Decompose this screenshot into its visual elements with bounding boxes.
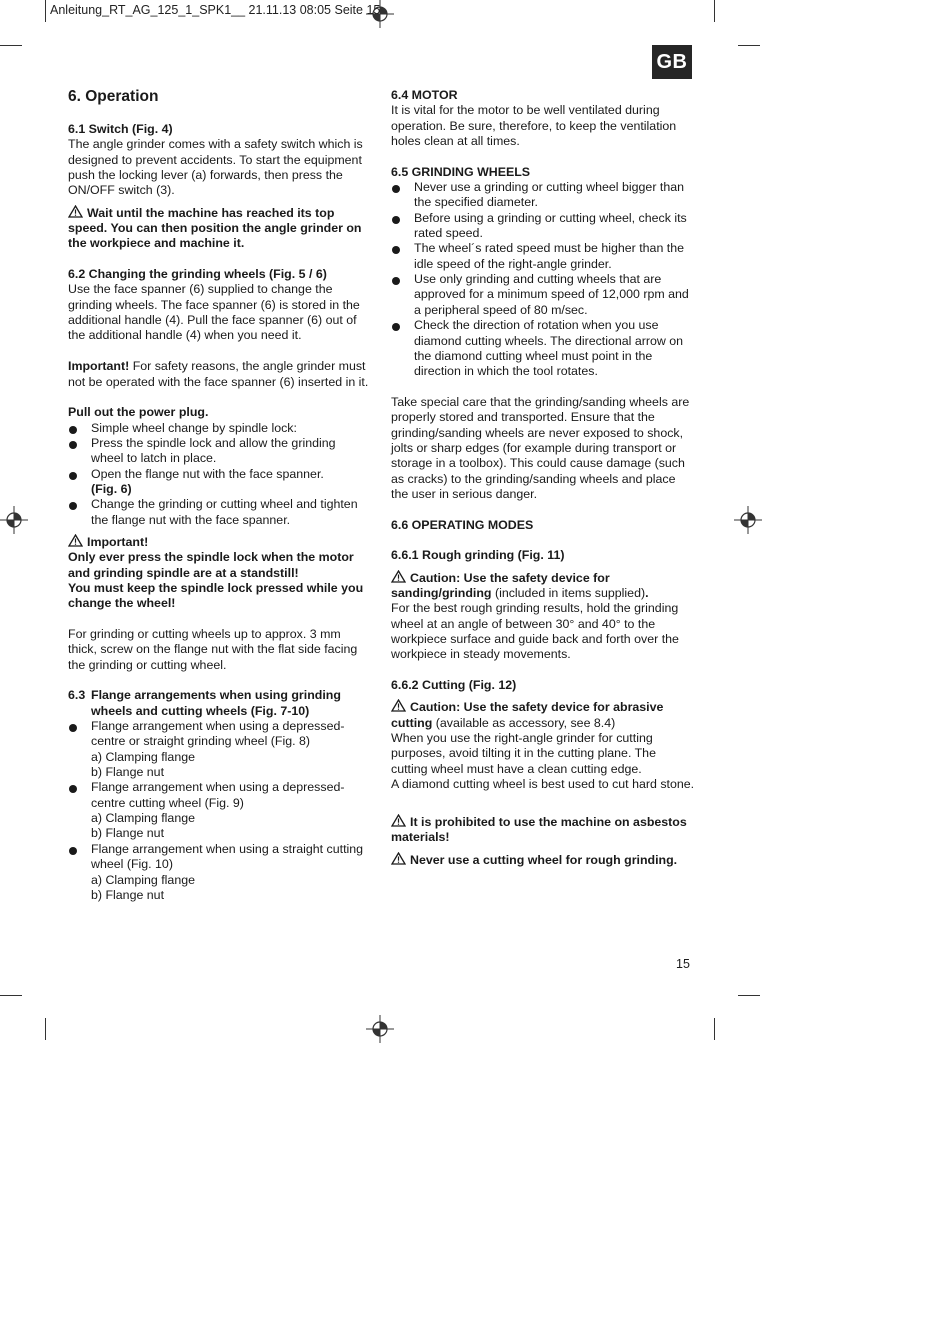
warning-important: [68, 534, 370, 550]
language-badge: GB: [652, 45, 692, 79]
heading-6-6-1: 6.6.1 Rough grinding (Fig. 11): [391, 548, 565, 563]
sub-item: a) Clamping flange: [91, 811, 196, 826]
sub-item: a) Clamping flange: [91, 749, 196, 764]
caution-note: (available as accessory, see 8.4): [432, 715, 616, 730]
list-item: Before using a grinding or cutting wheel, check its rated speed.: [391, 211, 695, 242]
list-item: [68, 467, 370, 498]
paragraph-motor: It is vital for the motor to be well ventilated during operation. Be sure, therefore, to keep the ventilation holes clean at all times.: [391, 103, 677, 149]
pull-plug-note: Pull out the power plug.: [68, 405, 209, 420]
caution-end: .: [645, 586, 649, 600]
paragraph-diamond-wheel: A diamond cutting wheel is best used to cut hard stone.: [391, 777, 695, 792]
wheel-change-list: [68, 421, 370, 528]
list-item-text: Open the flange nut with the face spanner.: [91, 466, 324, 481]
heading-6-6: 6.6 OPERATING MODES: [391, 517, 534, 532]
caution-note: (included in items supplied): [491, 586, 646, 600]
warning-triangle-icon: [391, 852, 406, 865]
caution-bold-text: Caution: Use the safety device for abrasive cutting: [391, 700, 664, 730]
heading-6-3: [68, 688, 370, 719]
crop-mark: [738, 45, 760, 46]
heading-6-4: 6.4 MOTOR: [391, 88, 458, 102]
left-column: [68, 88, 370, 903]
list-item: Use only grinding and cutting wheels that are approved for a minimum speed of 12,000 rpm and a peripheral speed of 80 m/sec.: [391, 272, 695, 318]
warning-text: Wait until the machine has reached its top speed. You can then position the angle grinder on the workpiece and machine it.: [68, 205, 362, 251]
paragraph-storage-care: Take special care that the grinding/sanding wheels are properly stored and transported. Ensure that the grinding/sanding wheels are never exposed to shock, jolts or sharp edges (for example during transport or storage in a toolbox). This could cause damage (such as cracks) to the grinding/sanding wheels and place the user in serious danger.: [391, 394, 690, 501]
heading-6-1: 6.1 Switch (Fig. 4): [68, 122, 173, 136]
crop-mark: [714, 1018, 715, 1040]
section-title: 6. Operation: [68, 88, 159, 105]
warning-triangle-icon: [391, 570, 406, 583]
list-item: Press the spindle lock and allow the grinding wheel to latch in place.: [68, 436, 370, 467]
paragraph-face-spanner: Use the face spanner (6) supplied to change the grinding wheels. The face spanner (6) is stored in the additional handle (4). Pull the face spanner (6) out of the additional handle (4) when you need it.: [68, 282, 360, 343]
paragraph-rough-grinding: For the best rough grinding results, hold the grinding wheel at an angle of between 30° and 40° to the workpiece surface and guide back and forth over the workpiece in steady movements.: [391, 601, 679, 662]
grinding-wheels-list: [391, 180, 695, 379]
crop-mark: [45, 0, 46, 22]
list-item: Change the grinding or cutting wheel and tighten the flange nut with the face spanner.: [68, 497, 370, 528]
list-item: The wheel´s rated speed must be higher than the idle speed of the right-angle grinder.: [391, 241, 695, 272]
list-item: [68, 842, 370, 903]
list-item: [68, 780, 370, 841]
sub-item: b) Flange nut: [91, 826, 165, 841]
crop-mark: [45, 1018, 46, 1040]
crop-mark: [0, 45, 22, 46]
list-item: Simple wheel change by spindle lock:: [68, 421, 370, 436]
warning-text: Never use a cutting wheel for rough grinding.: [410, 852, 678, 867]
sub-item: b) Flange nut: [91, 887, 165, 902]
caution-bold-text: Caution: Use the safety device for sanding/grinding: [391, 570, 610, 600]
registration-mark-icon: [734, 506, 762, 534]
warning-no-rough-cutting: [391, 852, 695, 868]
fig-reference: (Fig. 6): [91, 481, 132, 496]
heading-text: Flange arrangements when using grinding wheels and cutting wheels (Fig. 7-10): [91, 688, 341, 718]
list-item: [68, 719, 370, 780]
important-text: For safety reasons, the angle grinder must not be operated with the face spanner (6) inserted in it.: [68, 359, 369, 389]
warning-label: Important!: [87, 534, 149, 549]
warning-asbestos: [391, 814, 695, 846]
flange-arrangement-list: [68, 719, 370, 903]
right-column: [391, 88, 695, 868]
warning-triangle-icon: [68, 205, 83, 218]
heading-number: 6.3: [68, 688, 86, 703]
paragraph-flange-nut: For grinding or cutting wheels up to approx. 3 mm thick, screw on the flange nut with the flat side facing the grinding or cutting wheel.: [68, 627, 358, 672]
important-label: Important!: [68, 359, 130, 374]
crop-mark: [714, 0, 715, 22]
print-file-info: Anleitung_RT_AG_125_1_SPK1__ 21.11.13 08:05 Seite 15: [50, 3, 381, 17]
paragraph-important: [68, 359, 370, 390]
paragraph-cutting: When you use the right-angle grinder for cutting purposes, avoid tilting it in the cutting plane. The cutting wheel must have a clean cutting edge.: [391, 731, 656, 776]
registration-mark-icon: [366, 1015, 394, 1043]
list-item-text: Flange arrangement when using a depressed-centre cutting wheel (Fig. 9): [91, 780, 345, 810]
list-item: Check the direction of rotation when you use diamond cutting wheels. The directional arrow on the diamond cutting wheel must point in the direction in which the tool rotates.: [391, 318, 695, 379]
warning-spindle-pressed: You must keep the spindle lock pressed while you change the wheel!: [68, 580, 364, 611]
heading-6-5: 6.5 GRINDING WHEELS: [391, 164, 531, 179]
sub-item: a) Clamping flange: [91, 872, 196, 887]
warning-spindle-standstill: Only ever press the spindle lock when the motor and grinding spindle are at a standstill!: [68, 550, 354, 580]
caution-rough-grinding: [391, 570, 695, 602]
list-item-text: Flange arrangement when using a depressed-centre or straight grinding wheel (Fig. 8): [91, 719, 345, 749]
page-number: 15: [676, 957, 690, 971]
warning-triangle-icon: [68, 534, 83, 547]
sub-item: b) Flange nut: [91, 765, 165, 780]
heading-6-6-2: 6.6.2 Cutting (Fig. 12): [391, 678, 517, 693]
paragraph-switch: The angle grinder comes with a safety switch which is designed to prevent accidents. To start the equipment push the locking lever (a) forwards, then press the ON/OFF switch (3).: [68, 137, 363, 198]
warning-top-speed: [68, 205, 370, 252]
caution-cutting: [391, 699, 695, 731]
crop-mark: [738, 995, 760, 996]
heading-6-2: 6.2 Changing the grinding wheels (Fig. 5 / 6): [68, 267, 327, 282]
warning-triangle-icon: [391, 699, 406, 712]
list-item-text: Flange arrangement when using a straight cutting wheel (Fig. 10): [91, 841, 364, 872]
warning-text: It is prohibited to use the machine on asbestos materials!: [391, 814, 687, 845]
registration-mark-icon: [0, 506, 28, 534]
crop-mark: [0, 995, 22, 996]
warning-triangle-icon: [391, 814, 406, 827]
list-item: Never use a grinding or cutting wheel bigger than the specified diameter.: [391, 180, 695, 211]
